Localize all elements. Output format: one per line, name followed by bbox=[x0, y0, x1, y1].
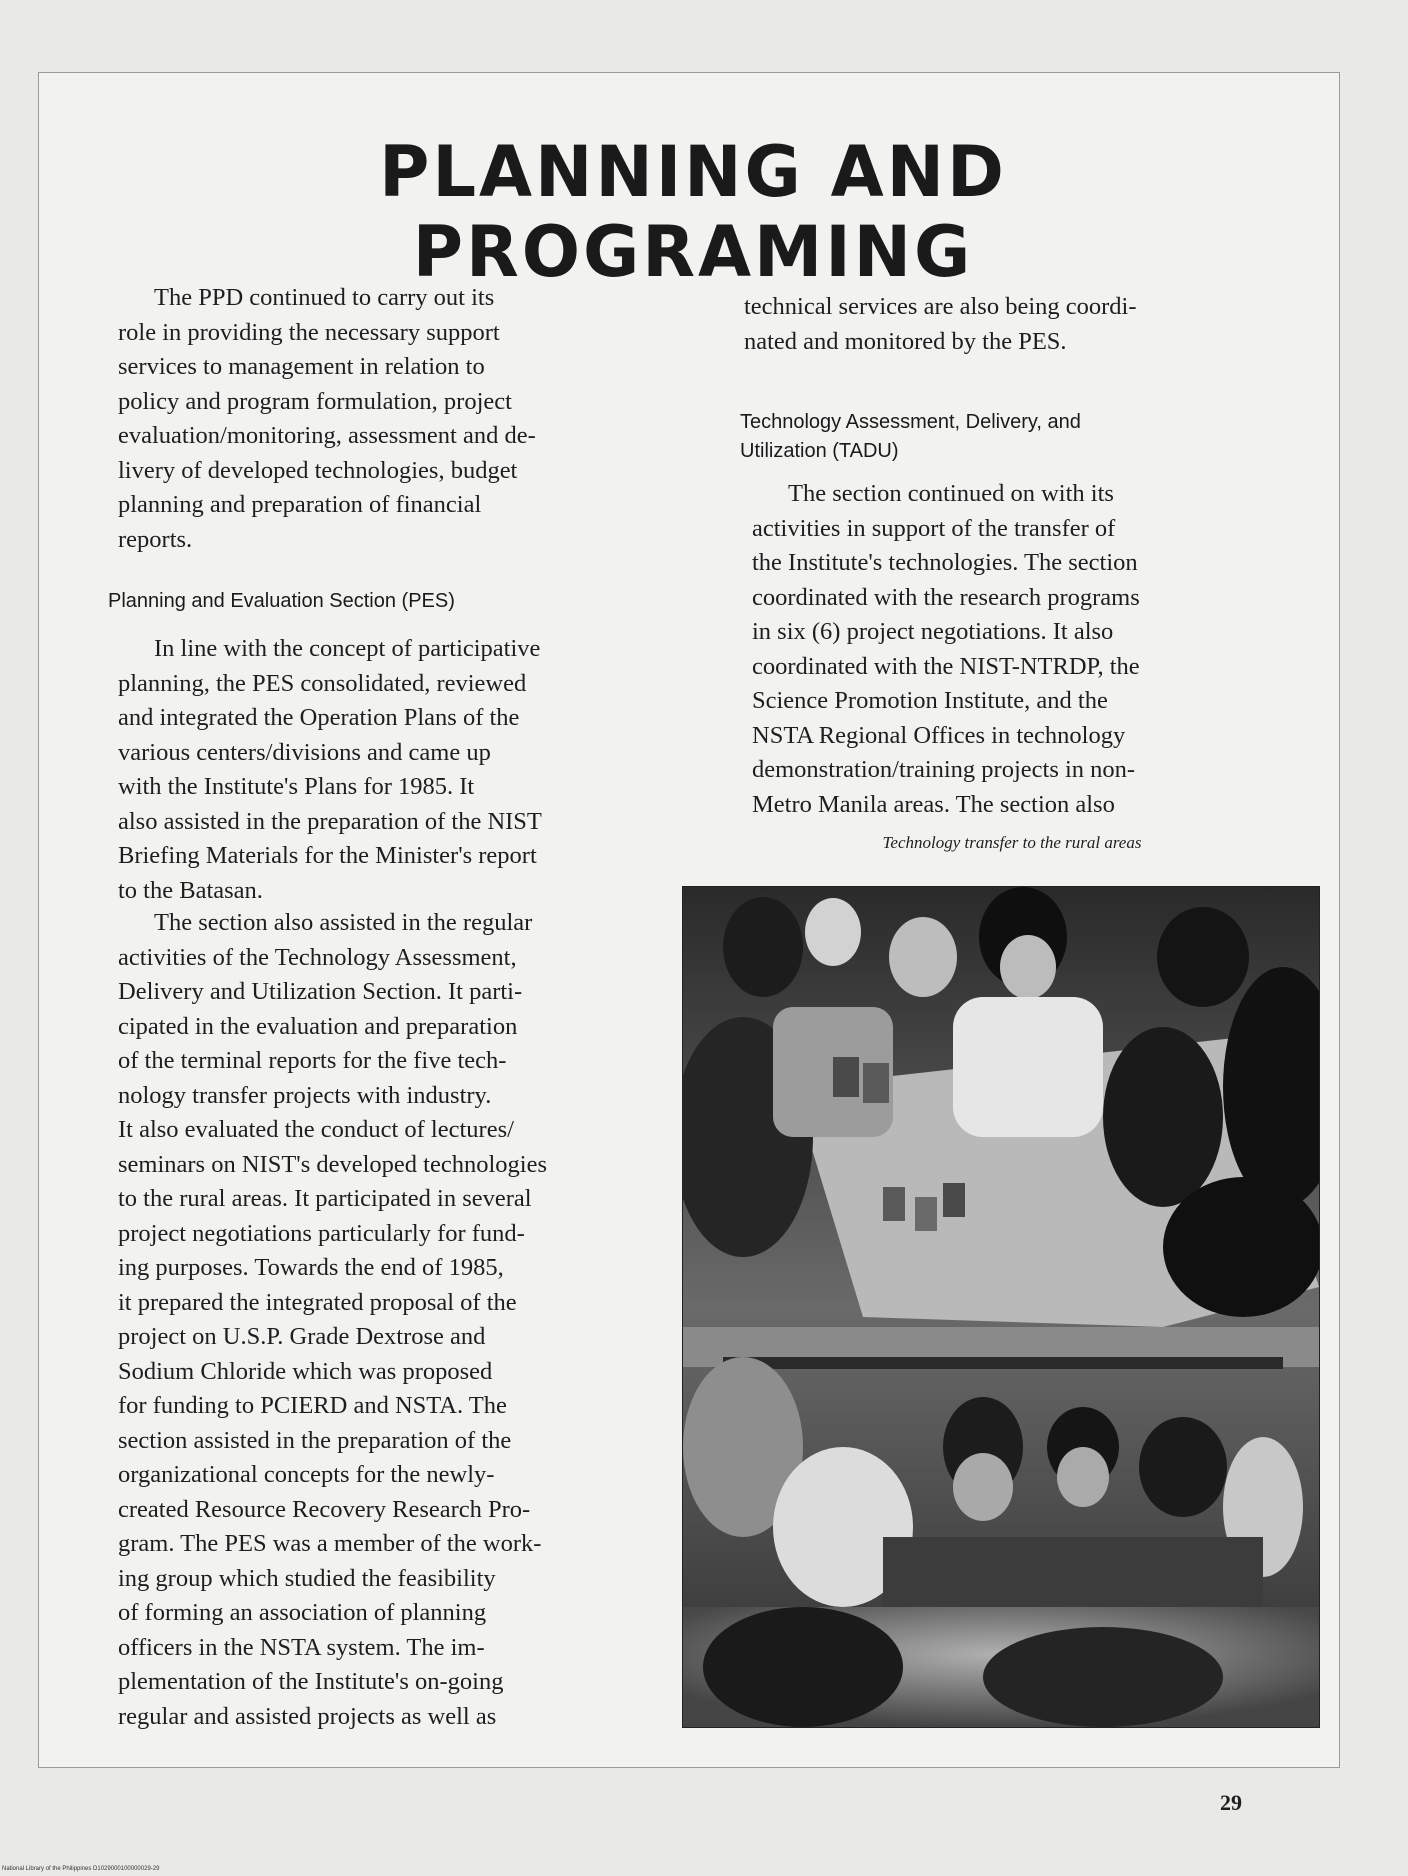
text-line: and integrated the Operation Plans of the bbox=[118, 704, 520, 731]
text-line: planning, the PES consolidated, reviewed bbox=[118, 669, 527, 697]
text-line: gram. The PES was a member of the work- bbox=[118, 1530, 542, 1557]
text-line: with the Institute's Plans for 1985. It bbox=[118, 773, 475, 800]
text-line: NSTA Regional Offices in technology bbox=[752, 721, 1126, 749]
text-line: seminars on NIST's developed technologies bbox=[118, 1150, 547, 1178]
pes-continuation bbox=[744, 290, 1246, 359]
text-line: Utilization (TADU) bbox=[740, 440, 899, 462]
text-line: reports. bbox=[118, 525, 193, 553]
text-line: Delivery and Utilization Section. It parti- bbox=[118, 978, 523, 1005]
text-line: services to management in relation to bbox=[118, 353, 485, 380]
text-line: for funding to PCIERD and NSTA. The bbox=[118, 1392, 507, 1419]
text-line: organizational concepts for the newly- bbox=[118, 1461, 495, 1488]
text-line: to the Batasan. bbox=[118, 876, 263, 904]
text-line: to the rural areas. It participated in several bbox=[118, 1185, 532, 1212]
text-line: ing purposes. Towards the end of 1985, bbox=[118, 1254, 504, 1281]
text-line: section assisted in the preparation of the bbox=[118, 1426, 512, 1454]
text-line: Science Promotion Institute, and the bbox=[752, 687, 1108, 714]
text-line: Sodium Chloride which was proposed bbox=[118, 1357, 493, 1385]
tadu-heading bbox=[740, 408, 1240, 466]
text-line: Metro Manila areas. The section also bbox=[752, 790, 1115, 818]
text-line: role in providing the necessary support bbox=[118, 318, 500, 346]
photo-technology-transfer bbox=[682, 886, 1320, 1728]
text-line: in six (6) project negotiations. It also bbox=[752, 618, 1114, 645]
footer-library-mark: National Library of the Philippines D1029000100000029-29 bbox=[2, 1866, 160, 1872]
text-line: It also evaluated the conduct of lectures/ bbox=[118, 1116, 514, 1143]
text-line: it prepared the integrated proposal of the bbox=[118, 1288, 517, 1316]
photo-caption: Technology transfer to the rural areas bbox=[882, 833, 1142, 852]
text-line: of the terminal reports for the five tech- bbox=[118, 1047, 507, 1074]
text-line: evaluation/monitoring, assessment and de- bbox=[118, 422, 536, 449]
text-line: also assisted in the preparation of the NIST bbox=[118, 807, 542, 835]
text-line: plementation of the Institute's on-going bbox=[118, 1668, 504, 1695]
text-line: activities in support of the transfer of bbox=[752, 514, 1116, 542]
pes-heading: Planning and Evaluation Section (PES) bbox=[108, 590, 455, 612]
text-line: Technology Assessment, Delivery, and bbox=[740, 411, 1081, 433]
text-line: project negotiations particularly for fund- bbox=[118, 1219, 525, 1247]
pes-paragraph-2 bbox=[118, 906, 626, 1734]
text-line: The section also assisted in the regular bbox=[154, 909, 533, 936]
text-line: policy and program formulation, project bbox=[118, 387, 512, 415]
text-line: activities of the Technology Assessment, bbox=[118, 943, 517, 971]
text-line: cipated in the evaluation and preparation bbox=[118, 1012, 518, 1040]
text-line: In line with the concept of participative bbox=[154, 635, 541, 662]
text-line: coordinated with the research programs bbox=[752, 583, 1140, 611]
tadu-paragraph bbox=[752, 477, 1254, 822]
text-line: The section continued on with its bbox=[788, 480, 1114, 507]
text-line: of forming an association of planning bbox=[118, 1599, 487, 1626]
text-line: nology transfer projects with industry. bbox=[118, 1081, 492, 1109]
text-line: created Resource Recovery Research Pro- bbox=[118, 1495, 531, 1523]
text-line: planning and preparation of financial bbox=[118, 491, 482, 518]
pes-paragraph-1 bbox=[118, 632, 626, 908]
text-line: various centers/divisions and came up bbox=[118, 738, 491, 766]
page-number: 29 bbox=[1220, 1790, 1242, 1815]
text-line: project on U.S.P. Grade Dextrose and bbox=[118, 1323, 486, 1350]
text-line: ing group which studied the feasibility bbox=[118, 1564, 496, 1592]
intro-paragraph bbox=[118, 281, 626, 557]
text-line: regular and assisted projects as well as bbox=[118, 1702, 497, 1730]
text-line: officers in the NSTA system. The im- bbox=[118, 1633, 485, 1661]
text-line: technical services are also being coordi- bbox=[744, 293, 1137, 320]
text-line: demonstration/training projects in non- bbox=[752, 756, 1136, 783]
text-line: livery of developed technologies, budget bbox=[118, 456, 518, 484]
text-line: coordinated with the NIST-NTRDP, the bbox=[752, 652, 1140, 680]
text-line: nated and monitored by the PES. bbox=[744, 327, 1067, 355]
page-title: PLANNING AND PROGRAMING bbox=[379, 131, 1007, 293]
text-line: Briefing Materials for the Minister's report bbox=[118, 842, 537, 869]
text-line: The PPD continued to carry out its bbox=[154, 284, 495, 311]
text-line: the Institute's technologies. The section bbox=[752, 549, 1138, 576]
